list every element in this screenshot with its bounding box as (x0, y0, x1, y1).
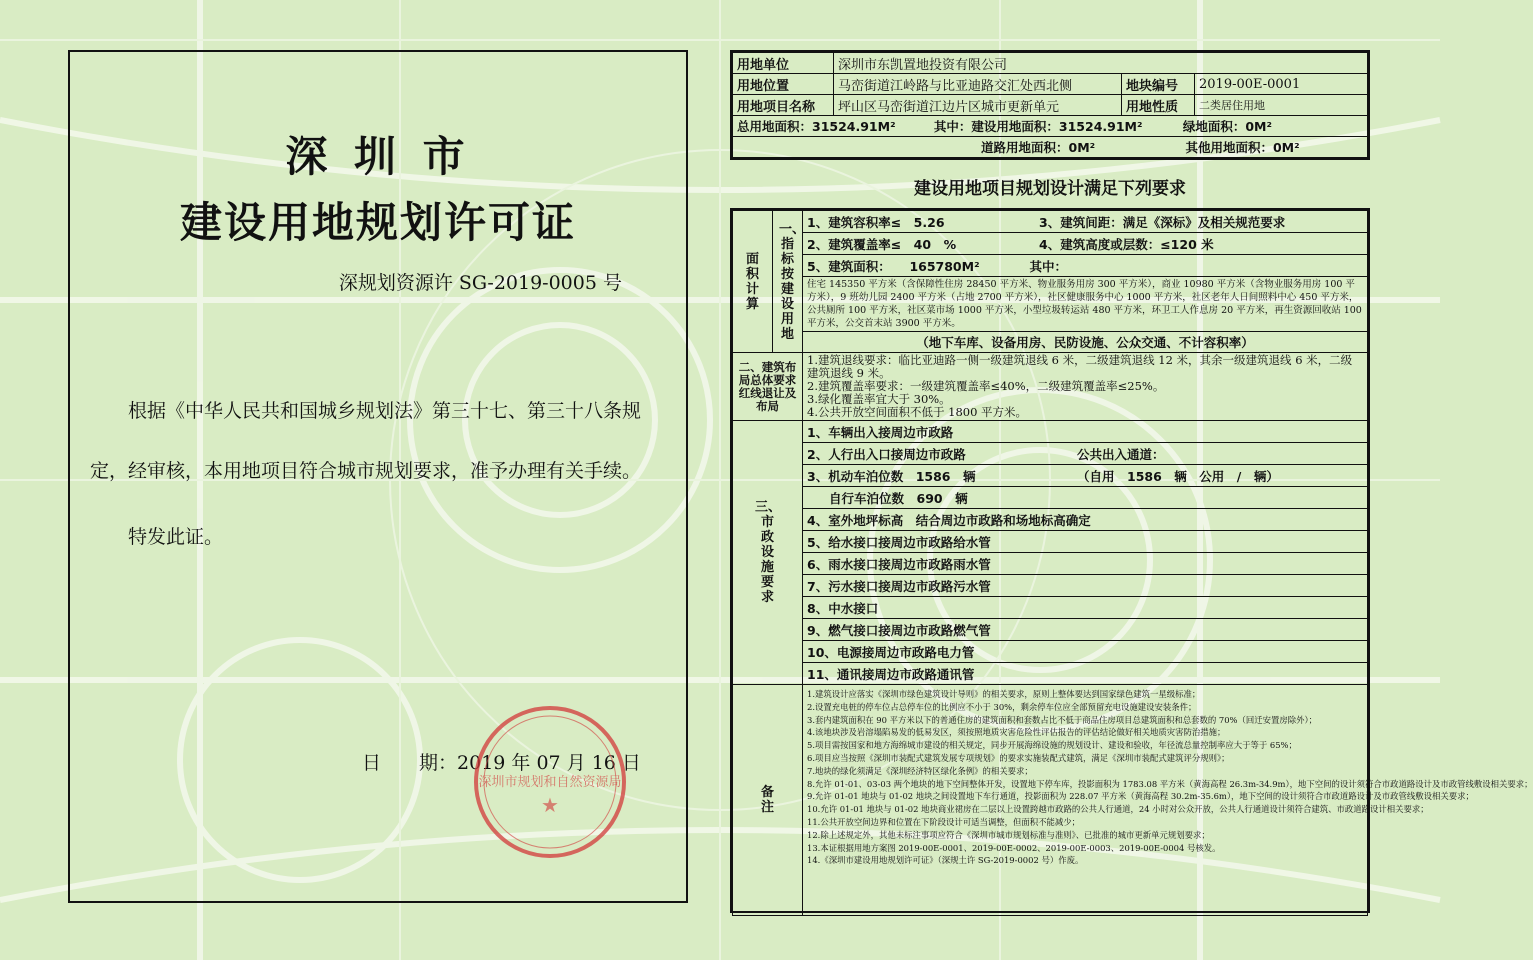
note-item: 10.允许 01-01 地块与 01-02 地块商业裙房在二层以上设置跨越市政路的公共人行通道，24 小时对公众开放，公共人行通道设计须符合建筑、市政道路设计相关要求； (807, 804, 1429, 815)
land-nature-label: 用地性质 (1122, 95, 1195, 116)
section1-label: 面积计算 (733, 211, 773, 353)
stamp-text: 深圳市规划和自然资源局 (478, 775, 622, 790)
floor-area-detail: 住宅 145350 平方米（含保障性住房 28450 平方米、物业服务用房 300 平方米），商业 10980 平方米（含物业服务用房 100 平方米），9 班幼儿园 2400 平方米（占地 2700 平方米），社区健康服务中心 1000 平方米，社区老年人日间照料中心 450 平方米，公共厕所 100 平方米，社区菜市场 1000 平方米，小型垃圾转运站 480 平方米，环卫工人作息房 20 平方米，再生资源回收站 100 平方米，公交首末站 3900 平方米。 (803, 277, 1368, 332)
section2-sublabel: 红线退让及布局 (738, 385, 797, 413)
location-label: 用地位置 (733, 74, 834, 95)
reclaimed-water: 8、中水接口 (803, 597, 1368, 619)
requirements-table (730, 208, 1533, 913)
setback-requirement: 1.建筑退线要求：临比亚迪路一侧一级建筑退线 6 米，二级建筑退线 12 米，其余一级建筑退线 6 米，二级建筑退线 9 米。 (807, 353, 1353, 380)
unit-label: 用地单位 (733, 53, 834, 74)
road-area: 道路用地面积：0M² (981, 140, 1096, 155)
note-item: 6.项目应当按照《深圳市装配式建筑发展专项规划》的要求实施装配式建筑，满足《深圳市装配式建筑评分规则》； (807, 752, 1230, 763)
note-item: 13.本证根据用地方案图 2019-00E-0001、2019-00E-0002、2019-00E-0003、2019-00E-0004 号核发。 (807, 842, 1221, 853)
note-item: 1.建筑设计应落实《深圳市绿色建筑设计导则》的相关要求，原则上整体要达到国家绿色建筑一星级标准； (807, 689, 1201, 699)
gas-supply: 9、燃气接口接周边市政路燃气管 (803, 619, 1368, 641)
certificate-title: 建设用地规划许可证 (179, 198, 576, 247)
project-name-label: 用地项目名称 (733, 95, 834, 116)
spacing-requirement: 3、建筑间距：满足《深标》及相关规范要求 (1039, 214, 1286, 230)
certificate-number: 深规划资源许 SG-2019-0005 号 (338, 272, 622, 294)
city-title: 深 圳 市 (285, 132, 471, 181)
power-supply: 10、电源接周边市政路电力管 (803, 641, 1368, 663)
note-item: 12.除上述规定外，其他未标注事项应符合《深圳市城市规划标准与准则》、已批准的城市更新单元规划要求； (807, 829, 1210, 840)
parking-spaces: 3、机动车泊位数 1586 辆 (807, 468, 976, 484)
pedestrian-access: 2、人行出入口接周边市政路 (807, 446, 966, 462)
note-item: 3.套内建筑面积在 90 平方米以下的普通住房的建筑面积和套数占比不低于商品住房项目总建筑面积和总套数的 70%（回迁安置房除外）； (807, 714, 1318, 725)
plot-number-value: 2019-00E-0001 (1195, 74, 1368, 95)
telecom: 11、通讯接周边市政路通讯管 (803, 663, 1368, 685)
official-seal-icon (470, 702, 630, 862)
note-item: 7.地块的绿化须满足《深圳经济特区绿化条例》的相关要求； (807, 765, 1033, 776)
section3-label: 三、市政设施要求 (733, 421, 803, 685)
note-item: 11.公共开放空间边界和位置在下阶段设计可适当调整，但面积不能减少； (807, 816, 1080, 827)
parking-detail: （自用 1586 辆 公用 / 辆） (1077, 468, 1279, 484)
land-info-table (730, 50, 1370, 160)
height-requirement: 4、建筑高度或层数：≤120 米 (1039, 236, 1214, 252)
location-value: 马峦街道江岭路与比亚迪路交汇处西北侧 (834, 74, 1122, 95)
total-area: 总用地面积：31524.91M² (737, 119, 896, 134)
body-text-line1: 根据《中华人民共和国城乡规划法》第三十七、第三十八条规 (128, 400, 642, 422)
other-area: 其他用地面积：0M² (1185, 140, 1300, 155)
green-area: 绿地面积：0M² (1182, 119, 1272, 134)
ground-elevation: 4、室外地坪标高 结合周边市政路和场地标高确定 (803, 509, 1368, 531)
land-nature-value: 二类居住用地 (1195, 95, 1368, 116)
requirements-title: 建设用地项目规划设计满足下列要求 (914, 179, 1186, 199)
note-item: 9.允许 01-01 地块与 01-02 地块之间设置地下车行通道，投影面积为 228.07 平方米（黄海高程 30.2m-35.6m），地下空间的设计须符合市政道路设计及市政管线敷设相关要求； (807, 791, 1474, 802)
note-item: 5.项目需按国家和地方海绵城市建设的相关规定，同步开展海绵设施的规划设计、建设和验收，年径流总量控制率应大于等于 65%； (807, 740, 1297, 751)
plot-number-label: 地块编号 (1122, 74, 1195, 95)
date-label: 日 期： (362, 752, 458, 774)
note-item: 8.允许 01-01、03-03 两个地块的地下空间整体开发，设置地下停车库，投影面积为 1783.08 平方米（黄海高程 26.3m-34.9m），地下空间的设计须符合市政道路设计及市政管线敷设相关要求； (807, 778, 1533, 789)
svg-text:★: ★ (541, 793, 559, 817)
notes-label: 备注 (733, 685, 803, 916)
open-space-requirement: 4.公共开放空间面积不低于 1800 平方米。 (807, 405, 1028, 419)
rainwater: 6、雨水接口接周边市政路雨水管 (803, 553, 1368, 575)
far-requirement: 1、建筑容积率≤ 5.26 (807, 214, 945, 230)
note-item: 14.《深圳市建设用地规划许可证》（深规土许 SG-2019-0002 号）作废。 (807, 855, 1084, 866)
coverage-requirement: 2、建筑覆盖率≤ 40 % (807, 236, 957, 252)
floor-area: 5、建筑面积： 165780M² 其中： (803, 255, 1368, 277)
bicycle-spaces: 自行车泊位数 690 辆 (803, 487, 1368, 509)
vehicle-access: 1、车辆出入接周边市政路 (803, 421, 1368, 443)
note-item: 4.该地块涉及岩溶塌陷易发的低易发区，须按照地质灾害危险性评估报告的评估结论做好相关地质灾害防治措施； (807, 727, 1226, 738)
certificate-panel (68, 50, 688, 903)
notes-list (803, 685, 1533, 916)
issuance-statement: 特发此证。 (128, 526, 224, 548)
coverage-ratio-requirement: 2.建筑覆盖率要求：一级建筑覆盖率≤40%，二级建筑覆盖率≤25%。 (807, 379, 1165, 393)
project-name-value: 坪山区马峦街道江边片区城市更新单元 (834, 95, 1122, 116)
greening-requirement: 3.绿化覆盖率宜大于 30%。 (807, 392, 951, 406)
water-supply: 5、给水接口接周边市政路给水管 (803, 531, 1368, 553)
section1-sublabel: 一、指标按建设用地 (773, 211, 803, 353)
note-item: 2.设置充电桩的停车位占总停车位的比例应不小于 30%，剩余停车位应全部预留充电设施建设安装条件； (807, 701, 1197, 712)
construction-area: 其中：建设用地面积：31524.91M² (933, 119, 1143, 134)
date-value: 2019 年 07 月 16 日 (457, 752, 641, 774)
public-access: 公共出入通道： (1077, 446, 1165, 462)
floor-area-note: （地下车库、设备用房、民防设施、公众交通、不计容积率） (803, 332, 1368, 353)
sewage: 7、污水接口接周边市政路污水管 (803, 575, 1368, 597)
body-text-line2: 定，经审核，本用地项目符合城市规划要求，准予办理有关手续。 (90, 460, 642, 482)
section2-label: 二、建筑布局总体要求 (738, 359, 797, 387)
unit-value: 深圳市东凯置地投资有限公司 (834, 53, 1368, 74)
